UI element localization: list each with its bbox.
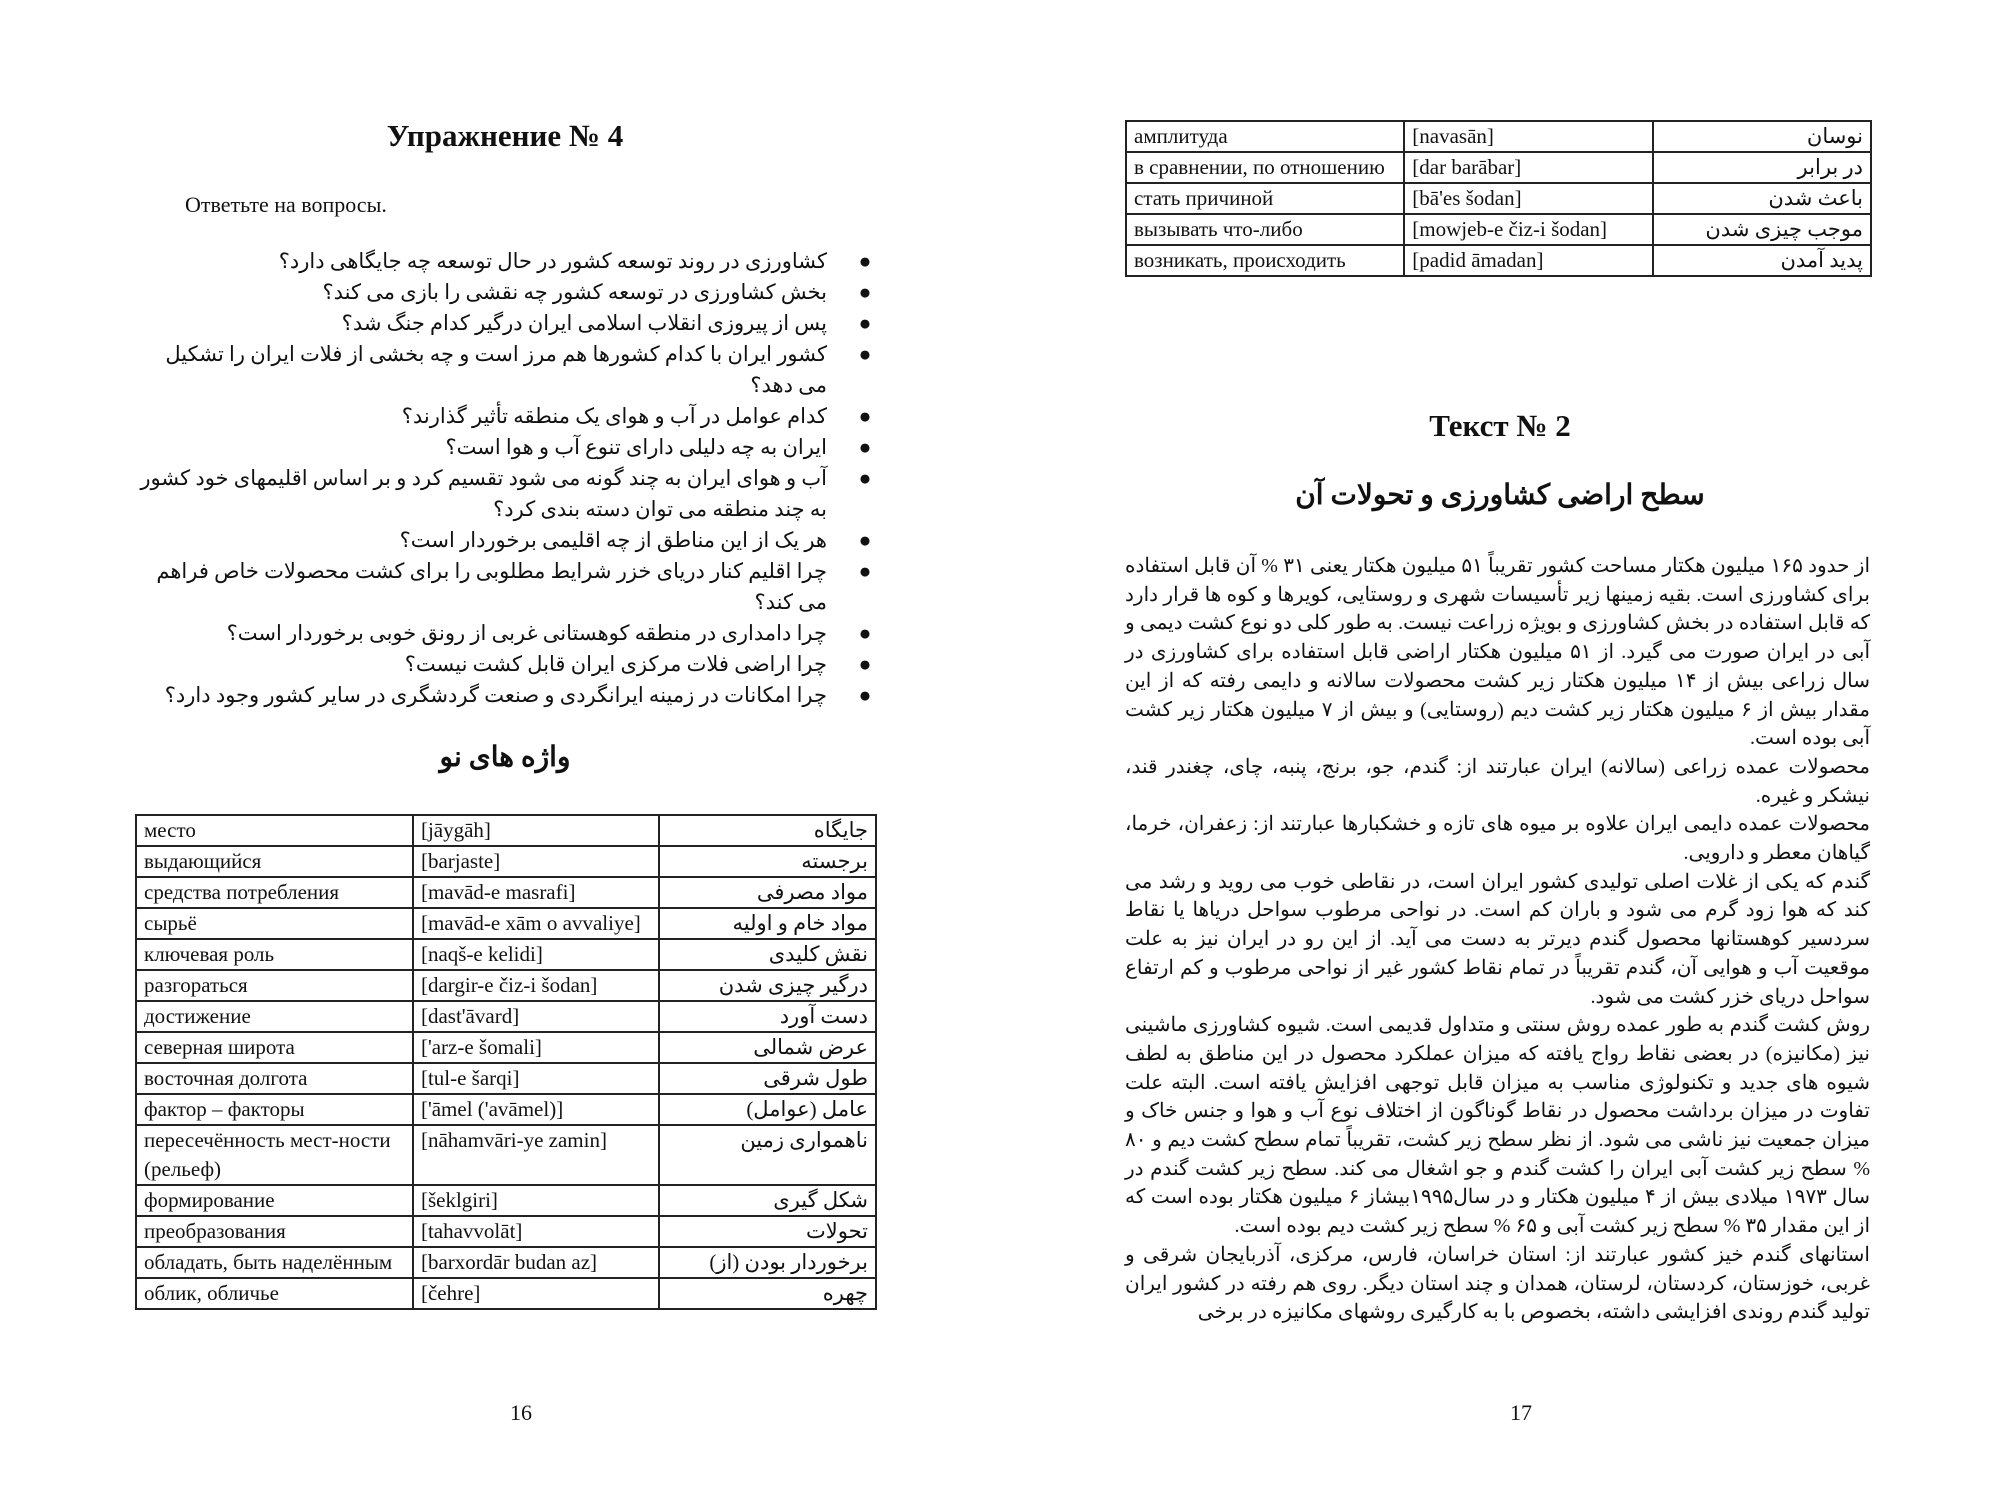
question-text: بخش کشاورزی در توسعه کشور چه نقشی را بازی می کند؟: [322, 280, 827, 304]
vocab-row: [136, 1125, 876, 1185]
vocab-title: واژه های نو: [439, 742, 571, 773]
paragraph: از حدود ۱۶۵ میلیون هکتار مساحت کشور تقریباً ۵۱ میلیون هکتار یعنی ۳۱ % آن قابل استفاده برای کشاورزی است. بقیه زمینها زیر تأسیسات شهری و روستایی، کویرها و کوه ها قرار دارد که قابل استفاده در بخش کشاورزی و بویژه زراعت نیست. به طور کلی دو نوع کشت دیمی و آبی در ایران صورت می گیرد. از ۵۱ میلیون هکتار اراضی قابل استفاده برای کشاورزی در سال زراعی بیش از ۱۴ میلیون هکتار زیر کشت محصولات سالانه و دایمی رفته که از این مقدار بیش از ۶ میلیون هکتار زیر کشت دیم (روستایی) و بیش از ۷ میلیون هکتار زیر کشت آبی بوده است.: [1125, 555, 1870, 750]
question-text: چرا دامداری در منطقه کوهستانی غربی از رونق خوبی برخوردار است؟: [226, 621, 827, 645]
vocab-russian: стать причиной: [1126, 183, 1404, 214]
question-item: [135, 401, 875, 432]
vocab-row: [136, 846, 876, 877]
vocab-russian: достижение: [136, 1001, 413, 1032]
text-title: Текст № 2: [1429, 408, 1571, 443]
paragraph: محصولات عمده دایمی ایران علاوه بر میوه های تازه و خشکبارها عبارتند از: زعفران، خرما، گیاهان معطر و دارویی.: [1125, 813, 1870, 865]
vocab-russian: облик, обличье: [136, 1278, 413, 1309]
question-text: چرا اقلیم کنار دریای خزر شرایط مطلوبی را برای کشت محصولات خاص فراهم می کند؟: [156, 559, 827, 614]
vocab-russian: обладать, быть наделённым: [136, 1247, 413, 1278]
vocab-transliteration: [jāygāh]: [413, 815, 659, 846]
vocab-row: [136, 1278, 876, 1309]
vocab-transliteration: [barjaste]: [413, 846, 659, 877]
vocab-persian: تحولات: [659, 1216, 876, 1247]
vocab-persian: ناهمواری زمین: [659, 1125, 876, 1185]
vocab-russian: место: [136, 815, 413, 846]
vocab-row: [136, 1001, 876, 1032]
vocab-transliteration: [bā'es šodan]: [1404, 183, 1652, 214]
vocab-transliteration: [navasān]: [1404, 121, 1652, 152]
vocab-row: [1126, 214, 1871, 245]
question-text: کدام عوامل در آب و هوای یک منطقه تأثیر گذارند؟: [401, 404, 827, 428]
vocab-persian: باعث شدن: [1653, 183, 1871, 214]
question-item: [135, 308, 875, 339]
vocab-russian: в сравнении, по отношению: [1126, 152, 1404, 183]
paragraph: روش کشت گندم به طور عمده روش سنتی و متداول قدیمی است. شیوه کشاورزی ماشینی نیز (مکانیزه) در بعضی نقاط رواج یافته که میزان عملکرد محصول در این مناطق به لطف شیوه های جدید و تکنولوژی مناسب به میزان قابل توجهی افزایش یافته است. البته علت تفاوت در میزان برداشت محصول در نقاط گوناگون از اختلاف نوع آب و هوا و جنس خاک و میزان جمعیت نیز ناشی می شود. از نظر سطح زیر کشت، تقریباً تمام سطح کشت دیم و ۸۰ % سطح زیر کشت آبی ایران را کشت گندم و جو اشغال می کند. سطح زیر کشت گندم در سال ۱۹۷۳ میلادی بیش از ۴ میلیون هکتار و در سال۱۹۹۵بیشاز ۶ میلیون هکتار بوده است که از این مقدار ۳۵ % سطح زیر کشت آبی و ۶۵ % سطح زیر کشت دیم بوده است.: [1125, 1014, 1870, 1238]
vocab-russian: амплитуда: [1126, 121, 1404, 152]
right-page: [1000, 0, 2000, 1490]
vocab-transliteration: [dast'āvard]: [413, 1001, 659, 1032]
vocab-transliteration: [nāhamvāri-ye zamin]: [413, 1125, 659, 1185]
page-number: 17: [1510, 1400, 1532, 1425]
vocab-table: [135, 814, 877, 1310]
question-text: کشور ایران با کدام کشورها هم مرز است و چه بخشی از فلات ایران را تشکیل می دهد؟: [165, 342, 827, 397]
bullet-icon: ●: [858, 652, 872, 676]
text-body: [1125, 552, 1870, 1327]
vocab-persian: برجسته: [659, 846, 876, 877]
vocab-transliteration: [tul-e šarqi]: [413, 1063, 659, 1094]
vocab-persian: جایگاه: [659, 815, 876, 846]
vocab-row: [136, 1247, 876, 1278]
paragraph: گندم که یکی از غلات اصلی تولیدی کشور ایران است، در نقاطی خوب می روید و رشد می کند که هوا زود گرم می شود و باران کم است. در نواحی مرطوب سواحل دریاها یا نقاط سردسیر کوهستانها محصول گندم دیرتر به دست می آید. از این رو در ایران نیز به علت موقعیت آب و هوایی آن، گندم تقریباً در تمام نقاط کشور غیر از نواحی مرطوب و کم ارتفاع سواحل دریای خزر کشت می شود.: [1125, 870, 1870, 1008]
vocab-russian: сырьё: [136, 908, 413, 939]
vocab-persian: شکل گیری: [659, 1185, 876, 1216]
question-text: پس از پیروزی انقلاب اسلامی ایران درگیر کدام جنگ شد؟: [341, 311, 827, 335]
question-item: [135, 525, 875, 556]
bullet-icon: ●: [858, 342, 872, 366]
vocab-persian: موجب چیزی شدن: [1653, 214, 1871, 245]
vocab-row: [136, 939, 876, 970]
vocab-row: [136, 877, 876, 908]
paragraph: محصولات عمده زراعی (سالانه) ایران عبارتند از: گندم، جو، برنج، پنبه، چای، چغندر قند، نیشکر و غیره.: [1125, 755, 1870, 807]
vocab-russian: пересечённость мест-ности (рельеф): [136, 1125, 413, 1185]
vocab-persian: عامل (عوامل): [659, 1094, 876, 1125]
vocab-transliteration: ['arz-e šomali]: [413, 1032, 659, 1063]
vocab-row: [136, 1063, 876, 1094]
vocab-persian: درگیر چیزی شدن: [659, 970, 876, 1001]
vocab-persian: مواد مصرفی: [659, 877, 876, 908]
vocab-transliteration: [padid āmadan]: [1404, 245, 1652, 276]
vocab-table-continued: [1125, 120, 1872, 277]
vocab-transliteration: [mowjeb-e čiz-i šodan]: [1404, 214, 1652, 245]
question-text: ایران به چه دلیلی دارای تنوع آب و هوا است؟: [445, 435, 827, 459]
question-text: آب و هوای ایران به چند گونه می شود تقسیم کرد و بر اساس اقلیمهای خود کشور به چند منطقه می توان دسته بندی کرد؟: [140, 466, 827, 521]
vocab-row: [136, 970, 876, 1001]
question-item: [135, 277, 875, 308]
vocab-row: [1126, 152, 1871, 183]
vocab-transliteration: [čehre]: [413, 1278, 659, 1309]
vocab-persian: در برابر: [1653, 152, 1871, 183]
bullet-icon: ●: [858, 466, 872, 490]
page-number: 16: [510, 1400, 532, 1425]
vocab-russian: фактор – факторы: [136, 1094, 413, 1125]
vocab-transliteration: [mavād-e xām o avvaliye]: [413, 908, 659, 939]
vocab-transliteration: ['āmel ('avāmel)]: [413, 1094, 659, 1125]
vocab-row: [136, 1094, 876, 1125]
paragraph: استانهای گندم خیز کشور عبارتند از: استان خراسان، فارس، مرکزی، آذربایجان شرقی و غربی، خوزستان، کردستان، لرستان، همدان و چند استان دیگر. روی هم رفته در کشور ایران تولید گندم روندی افزایشی داشته، بخصوص با به کارگیری روشهای مکانیزه در برخی: [1125, 1243, 1870, 1324]
bullet-icon: ●: [858, 621, 872, 645]
vocab-russian: формирование: [136, 1185, 413, 1216]
vocab-persian: دست آورد: [659, 1001, 876, 1032]
vocab-persian: چهره: [659, 1278, 876, 1309]
vocab-row: [1126, 183, 1871, 214]
vocab-persian: پدید آمدن: [1653, 245, 1871, 276]
vocab-persian: برخوردار بودن (از): [659, 1247, 876, 1278]
question-item: [135, 432, 875, 463]
vocab-row: [136, 1032, 876, 1063]
question-text: چرا امکانات در زمینه ایرانگردی و صنعت گردشگری در سایر کشور وجود دارد؟: [164, 683, 827, 707]
question-item: [135, 618, 875, 649]
bullet-icon: ●: [858, 249, 872, 273]
vocab-transliteration: [barxordār budan az]: [413, 1247, 659, 1278]
vocab-transliteration: [dargir-e čiz-i šodan]: [413, 970, 659, 1001]
vocab-russian: средства потребления: [136, 877, 413, 908]
question-item: [135, 246, 875, 277]
question-list: [135, 246, 875, 711]
vocab-row: [136, 908, 876, 939]
vocab-russian: ключевая роль: [136, 939, 413, 970]
vocab-row: [136, 815, 876, 846]
exercise-instruction: Ответьте на вопросы.: [185, 192, 387, 217]
question-item: [135, 556, 875, 618]
bullet-icon: ●: [858, 280, 872, 304]
vocab-russian: выдающийся: [136, 846, 413, 877]
vocab-persian: نوسان: [1653, 121, 1871, 152]
exercise-title: Упражнение № 4: [386, 118, 624, 153]
question-text: هر یک از این مناطق از چه اقلیمی برخوردار است؟: [399, 528, 827, 552]
bullet-icon: ●: [858, 404, 872, 428]
bullet-icon: ●: [858, 435, 872, 459]
vocab-russian: северная широта: [136, 1032, 413, 1063]
vocab-persian: طول شرقی: [659, 1063, 876, 1094]
vocab-russian: возникать, происходить: [1126, 245, 1404, 276]
bullet-icon: ●: [858, 559, 872, 583]
vocab-persian: نقش کلیدی: [659, 939, 876, 970]
question-item: [135, 463, 875, 525]
bullet-icon: ●: [858, 528, 872, 552]
vocab-persian: مواد خام و اولیه: [659, 908, 876, 939]
vocab-transliteration: [tahavvolāt]: [413, 1216, 659, 1247]
vocab-persian: عرض شمالی: [659, 1032, 876, 1063]
question-text: چرا اراضی فلات مرکزی ایران قابل کشت نیست؟: [404, 652, 827, 676]
question-text: کشاورزی در روند توسعه کشور در حال توسعه چه جایگاهی دارد؟: [278, 249, 827, 273]
vocab-russian: разгораться: [136, 970, 413, 1001]
question-item: [135, 649, 875, 680]
vocab-row: [1126, 121, 1871, 152]
vocab-russian: преобразования: [136, 1216, 413, 1247]
vocab-transliteration: [dar barābar]: [1404, 152, 1652, 183]
vocab-row: [136, 1185, 876, 1216]
vocab-transliteration: [mavād-e masrafi]: [413, 877, 659, 908]
vocab-row: [1126, 245, 1871, 276]
bullet-icon: ●: [858, 683, 872, 707]
vocab-russian: восточная долгота: [136, 1063, 413, 1094]
question-item: [135, 339, 875, 401]
vocab-russian: вызывать что-либо: [1126, 214, 1404, 245]
vocab-row: [136, 1216, 876, 1247]
vocab-transliteration: [naqš-e kelidi]: [413, 939, 659, 970]
bullet-icon: ●: [858, 311, 872, 335]
question-item: [135, 680, 875, 711]
text-subtitle: سطح اراضی کشاورزی و تحولات آن: [1295, 480, 1705, 511]
vocab-transliteration: [šeklgiri]: [413, 1185, 659, 1216]
